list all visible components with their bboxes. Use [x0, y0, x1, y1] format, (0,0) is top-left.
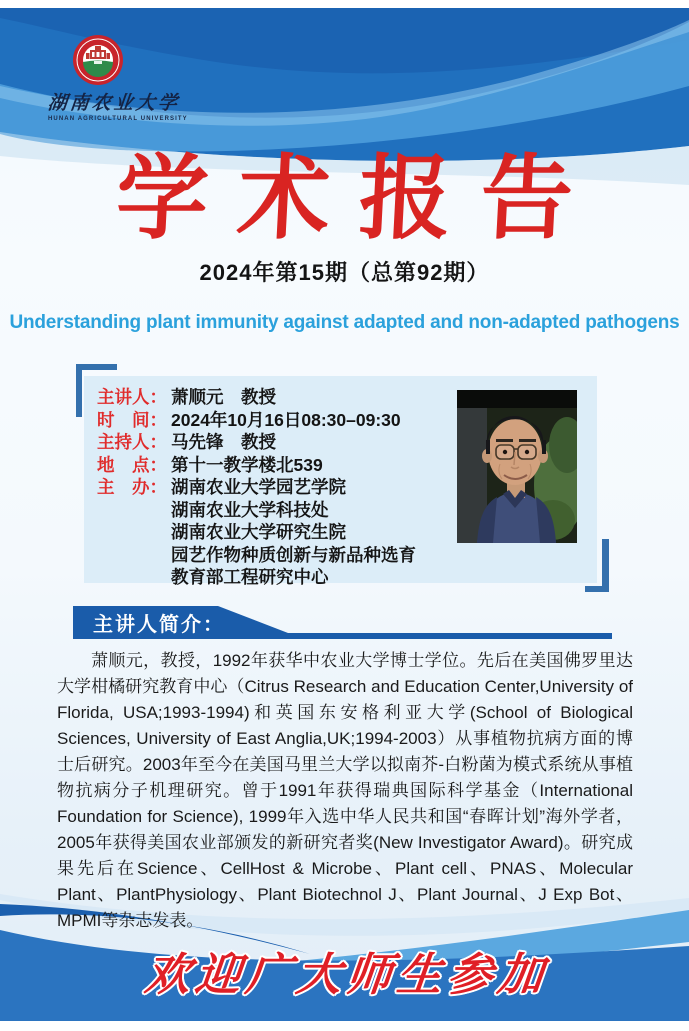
organizer-line: 湖南农业大学研究生院 — [171, 522, 346, 542]
info-value: 萧顺元 教授 — [171, 387, 276, 407]
welcome-message: 欢迎广大师生参加 — [142, 948, 552, 1001]
info-label: 主 办： — [97, 477, 167, 497]
lecture-title-english: Understanding plant immunity against adapted and non-adapted pathogens — [9, 312, 680, 333]
university-logo-icon — [72, 34, 124, 86]
organizer-line: 园艺作物种质创新与新品种选育 — [171, 544, 416, 565]
info-label: 主持人： — [97, 432, 167, 452]
info-value: 马先锋 教授 — [171, 432, 276, 452]
speaker-bio: 萧顺元，教授，1992年获华中农业大学博士学位。先后在美国佛罗里达大学柑橘研究教育中心（Citrus Research and Education Center,University of Florida, USA;1993-1994)和英国东安格利亚大学(School of Biological Sciences, University of East Anglia,UK;1994-2003）从事植物抗病方面的博士后研究。2003年至今在美国马里兰大学以拟南芥-白粉菌为模式系统从事植物抗病分子机理研究。曾于1991年获得瑞典国际科学基金（International Foundation for Science), 1999年入选中华人民共和国“春晖计划”海外学者，2005年获得美国农业部颁发的新研究者奖(New Investigator Award)。研究成果先后在Science、CellHost & Microbe、Plant cell、PNAS、Molecular Plant、PlantPhysiology、Plant Biotechnol J、Plant Journal、J Exp Bot、MPMI等杂志发表。 — [57, 651, 633, 930]
info-row-time — [97, 409, 469, 432]
info-label: 时 间： — [97, 409, 167, 430]
info-row-location — [97, 454, 469, 477]
organizer-line: 湖南农业大学科技处 — [171, 499, 329, 520]
issue-number: 2024年第15期（总第92期） — [199, 260, 490, 285]
info-row-speaker — [97, 386, 469, 409]
poster-title: 学术报告 — [113, 144, 605, 252]
info-value: 第十一教学楼北539 — [171, 454, 323, 475]
university-name-en: HUNAN AGRICULTURAL UNIVERSITY — [48, 116, 188, 122]
info-row-host — [97, 431, 469, 454]
organizer-line: 教育部工程研究中心 — [171, 567, 329, 587]
lecture-info-rows — [97, 386, 469, 589]
info-row-organizers — [97, 476, 469, 589]
university-brand — [48, 34, 218, 122]
corner-bracket-top-left — [76, 364, 117, 370]
info-label: 主讲人： — [97, 387, 167, 407]
corner-bracket-bottom-right — [602, 539, 609, 592]
info-value — [171, 476, 416, 589]
corner-bracket-top-left — [76, 364, 82, 417]
university-name-cn: 湖南农业大学 — [46, 92, 182, 114]
corner-bracket-bottom-right — [585, 586, 609, 592]
info-label: 地 点： — [97, 454, 167, 475]
speaker-photo — [457, 390, 577, 543]
section-heading: 主讲人简介： — [93, 614, 225, 636]
organizer-line: 湖南农业大学园艺学院 — [171, 477, 346, 497]
info-value: 2024年10月16日08:30–09:30 — [171, 409, 401, 430]
